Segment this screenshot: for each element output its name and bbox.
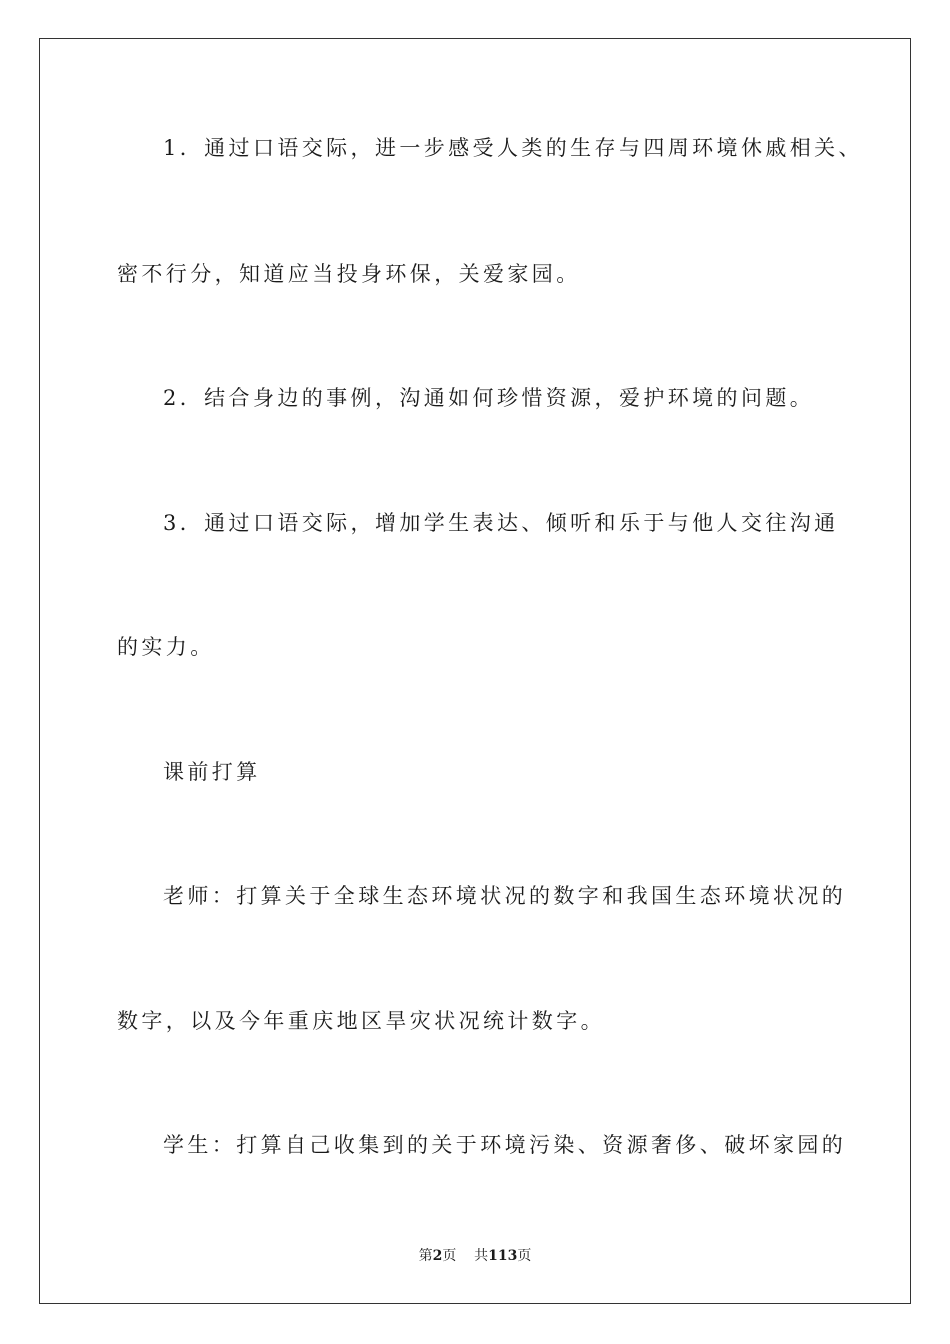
page-footer xyxy=(0,1246,950,1266)
paragraph-line-5: 的实力。 xyxy=(117,635,215,659)
paragraph-line-4: 3．通过口语交际，增加学生表达、倾听和乐于与他人交往沟通 xyxy=(163,511,839,535)
footer-page-number: 2 xyxy=(432,1248,443,1264)
page-border xyxy=(39,38,911,1304)
paragraph-line-2: 密不行分，知道应当投身环保，关爱家园。 xyxy=(117,262,581,286)
footer-page-suffix: 页 xyxy=(442,1248,457,1264)
section-heading: 课前打算 xyxy=(163,760,261,784)
footer-total-suffix: 页 xyxy=(517,1248,532,1264)
footer-total-prefix: 共 xyxy=(474,1248,489,1264)
paragraph-line-8: 学生：打算自己收集到的关于环境污染、资源奢侈、破坏家园的 xyxy=(163,1133,847,1157)
paragraph-line-3: 2．结合身边的事例，沟通如何珍惜资源，爱护环境的问题。 xyxy=(163,386,815,410)
footer-prefix: 第 xyxy=(418,1248,433,1264)
paragraph-line-7: 数字，以及今年重庆地区旱灾状况统计数字。 xyxy=(117,1009,605,1033)
paragraph-line-6: 老师：打算关于全球生态环境状况的数字和我国生态环境状况的 xyxy=(163,884,847,908)
paragraph-line-1: 1．通过口语交际，进一步感受人类的生存与四周环境休戚相关、 xyxy=(163,136,863,160)
footer-total-pages: 113 xyxy=(488,1248,518,1264)
